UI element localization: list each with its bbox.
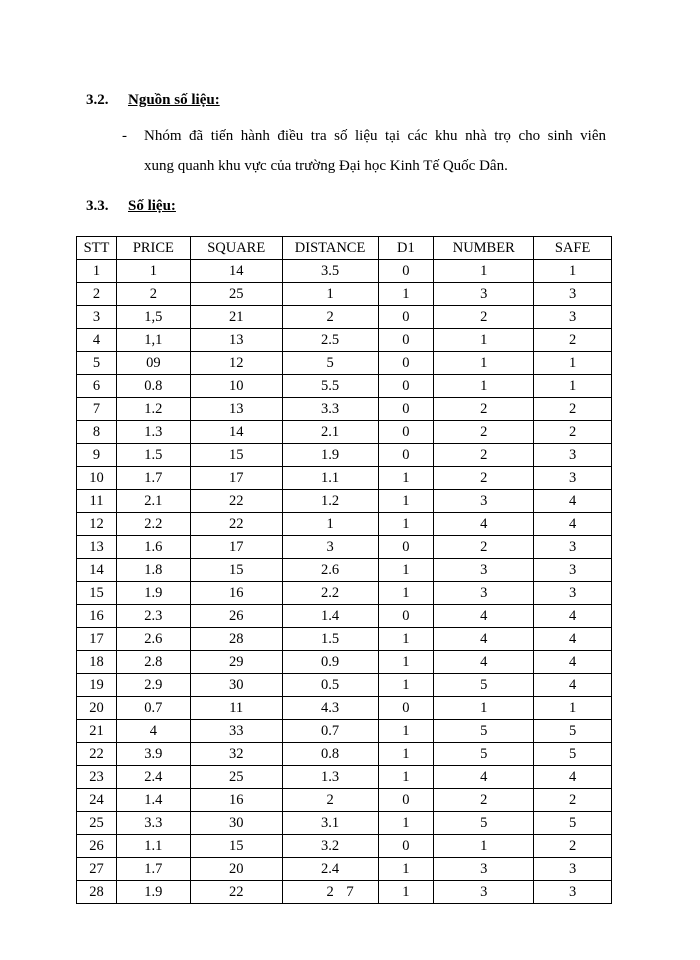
column-header-price: PRICE xyxy=(116,237,190,260)
table-cell-stt: 23 xyxy=(77,766,117,789)
table-cell-number: 3 xyxy=(434,582,534,605)
table-cell-square: 16 xyxy=(190,582,282,605)
table-cell-stt: 5 xyxy=(77,352,117,375)
bullet-text xyxy=(144,121,606,181)
table-cell-price: 2.3 xyxy=(116,605,190,628)
table-cell-square: 30 xyxy=(190,812,282,835)
table-row xyxy=(77,260,612,283)
table-cell-safe: 3 xyxy=(534,536,612,559)
table-cell-price: 1.9 xyxy=(116,881,190,904)
table-row xyxy=(77,582,612,605)
column-header-square: SQUARE xyxy=(190,237,282,260)
table-cell-number: 2 xyxy=(434,789,534,812)
table-cell-distance: 1 xyxy=(282,283,378,306)
table-cell-distance: 0.8 xyxy=(282,743,378,766)
table-cell-distance: 3.2 xyxy=(282,835,378,858)
table-cell-stt: 12 xyxy=(77,513,117,536)
table-cell-price: 1,5 xyxy=(116,306,190,329)
table-cell-number: 3 xyxy=(434,490,534,513)
table-cell-price: 1.3 xyxy=(116,421,190,444)
table-cell-d1: 1 xyxy=(378,881,434,904)
table-cell-distance: 2.5 xyxy=(282,329,378,352)
table-cell-d1: 1 xyxy=(378,467,434,490)
table-cell-distance: 1.4 xyxy=(282,605,378,628)
table-cell-stt: 28 xyxy=(77,881,117,904)
table-cell-d1: 1 xyxy=(378,674,434,697)
table-cell-d1: 1 xyxy=(378,559,434,582)
table-row xyxy=(77,697,612,720)
table-cell-safe: 4 xyxy=(534,490,612,513)
table-cell-d1: 1 xyxy=(378,490,434,513)
table-cell-price: 1.8 xyxy=(116,559,190,582)
table-cell-stt: 24 xyxy=(77,789,117,812)
column-header-number: NUMBER xyxy=(434,237,534,260)
table-cell-safe: 3 xyxy=(534,283,612,306)
table-cell-d1: 0 xyxy=(378,789,434,812)
section-title: Số liệu: xyxy=(128,198,176,214)
table-cell-price: 3.9 xyxy=(116,743,190,766)
table-cell-safe: 3 xyxy=(534,444,612,467)
table-cell-stt: 2 xyxy=(77,283,117,306)
table-row xyxy=(77,812,612,835)
table-row xyxy=(77,789,612,812)
table-row xyxy=(77,329,612,352)
column-header-d1: D1 xyxy=(378,237,434,260)
table-cell-stt: 25 xyxy=(77,812,117,835)
table-cell-distance: 3.3 xyxy=(282,398,378,421)
section-number: 3.3. xyxy=(86,198,109,214)
table-cell-d1: 1 xyxy=(378,858,434,881)
table-cell-square: 15 xyxy=(190,559,282,582)
table-cell-distance: 3.1 xyxy=(282,812,378,835)
table-cell-d1: 0 xyxy=(378,835,434,858)
table-cell-d1: 0 xyxy=(378,375,434,398)
table-cell-safe: 2 xyxy=(534,398,612,421)
page-number: 7 xyxy=(346,884,354,900)
table-cell-d1: 1 xyxy=(378,720,434,743)
table-cell-d1: 0 xyxy=(378,398,434,421)
table-cell-price: 1 xyxy=(116,260,190,283)
table-cell-safe: 4 xyxy=(534,674,612,697)
table-row xyxy=(77,766,612,789)
table-cell-distance: 4.3 xyxy=(282,697,378,720)
table-cell-number: 5 xyxy=(434,674,534,697)
table-cell-d1: 1 xyxy=(378,743,434,766)
table-header-row xyxy=(77,237,612,260)
table-cell-number: 3 xyxy=(434,858,534,881)
table-cell-square: 32 xyxy=(190,743,282,766)
table-row xyxy=(77,858,612,881)
table-cell-distance: 2.1 xyxy=(282,421,378,444)
table-cell-safe: 2 xyxy=(534,835,612,858)
table-cell-number: 3 xyxy=(434,559,534,582)
table-row xyxy=(77,674,612,697)
table-cell-distance: 2.4 xyxy=(282,858,378,881)
table-cell-square: 17 xyxy=(190,467,282,490)
table-cell-safe: 2 xyxy=(534,329,612,352)
table-cell-distance: 1.2 xyxy=(282,490,378,513)
table-row xyxy=(77,605,612,628)
table-cell-distance: 2 xyxy=(282,881,378,904)
table-cell-price: 2 xyxy=(116,283,190,306)
table-cell-safe: 2 xyxy=(534,789,612,812)
table-cell-stt: 6 xyxy=(77,375,117,398)
table-cell-price: 2.9 xyxy=(116,674,190,697)
table-cell-number: 5 xyxy=(434,743,534,766)
table-cell-stt: 15 xyxy=(77,582,117,605)
table-cell-stt: 1 xyxy=(77,260,117,283)
table-cell-safe: 1 xyxy=(534,260,612,283)
table-cell-d1: 1 xyxy=(378,812,434,835)
table-cell-d1: 1 xyxy=(378,766,434,789)
table-cell-d1: 1 xyxy=(378,582,434,605)
table-cell-safe: 4 xyxy=(534,628,612,651)
table-cell-distance: 2 xyxy=(282,306,378,329)
table-cell-safe: 3 xyxy=(534,881,612,904)
table-cell-number: 5 xyxy=(434,720,534,743)
table-cell-distance: 2 xyxy=(282,789,378,812)
table-cell-square: 33 xyxy=(190,720,282,743)
table-cell-d1: 1 xyxy=(378,283,434,306)
table-cell-square: 21 xyxy=(190,306,282,329)
bullet-paragraph xyxy=(122,121,606,181)
table-cell-square: 13 xyxy=(190,398,282,421)
table-cell-number: 4 xyxy=(434,628,534,651)
table-cell-price: 1,1 xyxy=(116,329,190,352)
table-cell-safe: 1 xyxy=(534,697,612,720)
table-row xyxy=(77,651,612,674)
table-cell-distance: 1.3 xyxy=(282,766,378,789)
table-cell-stt: 21 xyxy=(77,720,117,743)
table-cell-stt: 26 xyxy=(77,835,117,858)
table-cell-stt: 27 xyxy=(77,858,117,881)
data-table xyxy=(76,236,612,904)
table-cell-number: 2 xyxy=(434,536,534,559)
table-row xyxy=(77,398,612,421)
table-row xyxy=(77,536,612,559)
table-row xyxy=(77,421,612,444)
table-cell-price: 3.3 xyxy=(116,812,190,835)
table-cell-price: 0.7 xyxy=(116,697,190,720)
table-cell-square: 11 xyxy=(190,697,282,720)
table-body xyxy=(77,260,612,904)
table-cell-number: 2 xyxy=(434,398,534,421)
table-cell-stt: 14 xyxy=(77,559,117,582)
table-cell-d1: 0 xyxy=(378,605,434,628)
table-cell-price: 1.9 xyxy=(116,582,190,605)
table-cell-d1: 1 xyxy=(378,651,434,674)
table-cell-square: 26 xyxy=(190,605,282,628)
table-cell-d1: 0 xyxy=(378,536,434,559)
table-cell-stt: 17 xyxy=(77,628,117,651)
table-row xyxy=(77,835,612,858)
table-cell-number: 4 xyxy=(434,513,534,536)
table-cell-safe: 5 xyxy=(534,720,612,743)
table-cell-price: 1.4 xyxy=(116,789,190,812)
table-cell-safe: 4 xyxy=(534,766,612,789)
bullet-dash: - xyxy=(122,128,127,144)
section-heading-3-2 xyxy=(86,91,220,109)
table-row xyxy=(77,513,612,536)
bullet-line-1: Nhóm đã tiến hành điều tra số liệu tại các khu nhà trọ cho sinh viên xyxy=(144,128,606,144)
table-cell-d1: 0 xyxy=(378,352,434,375)
table-cell-distance: 0.9 xyxy=(282,651,378,674)
table-cell-number: 4 xyxy=(434,605,534,628)
table-cell-stt: 7 xyxy=(77,398,117,421)
table-row xyxy=(77,490,612,513)
table-cell-number: 5 xyxy=(434,812,534,835)
table-cell-square: 22 xyxy=(190,490,282,513)
table-cell-number: 1 xyxy=(434,697,534,720)
table-cell-number: 1 xyxy=(434,352,534,375)
table-cell-number: 3 xyxy=(434,283,534,306)
table-cell-stt: 13 xyxy=(77,536,117,559)
table-cell-safe: 1 xyxy=(534,375,612,398)
table-cell-number: 2 xyxy=(434,467,534,490)
table-cell-distance: 1.9 xyxy=(282,444,378,467)
table-cell-square: 13 xyxy=(190,329,282,352)
table-cell-safe: 3 xyxy=(534,559,612,582)
table-cell-d1: 0 xyxy=(378,421,434,444)
table-cell-number: 1 xyxy=(434,260,534,283)
table-cell-distance: 1.1 xyxy=(282,467,378,490)
table-cell-square: 16 xyxy=(190,789,282,812)
table-cell-stt: 9 xyxy=(77,444,117,467)
table-cell-distance: 2.2 xyxy=(282,582,378,605)
bullet-line-2: xung quanh khu vực của trường Đại học Kinh Tế Quốc Dân. xyxy=(144,158,508,174)
table-cell-stt: 11 xyxy=(77,490,117,513)
table-cell-number: 1 xyxy=(434,375,534,398)
table-cell-stt: 8 xyxy=(77,421,117,444)
table-cell-square: 28 xyxy=(190,628,282,651)
table-cell-square: 15 xyxy=(190,835,282,858)
table-cell-safe: 2 xyxy=(534,421,612,444)
table-cell-d1: 0 xyxy=(378,306,434,329)
table-cell-price: 2.8 xyxy=(116,651,190,674)
table-cell-price: 2.6 xyxy=(116,628,190,651)
table-cell-distance: 5.5 xyxy=(282,375,378,398)
table-cell-square: 20 xyxy=(190,858,282,881)
column-header-stt: STT xyxy=(77,237,117,260)
table-cell-price: 2.2 xyxy=(116,513,190,536)
table-cell-d1: 0 xyxy=(378,697,434,720)
table-cell-stt: 10 xyxy=(77,467,117,490)
table-row xyxy=(77,375,612,398)
table-cell-distance: 1.5 xyxy=(282,628,378,651)
table-cell-number: 1 xyxy=(434,835,534,858)
table-cell-square: 22 xyxy=(190,513,282,536)
table-cell-square: 17 xyxy=(190,536,282,559)
section-title: Nguồn số liệu: xyxy=(128,92,220,108)
table-cell-safe: 5 xyxy=(534,812,612,835)
table-row xyxy=(77,720,612,743)
table-cell-safe: 3 xyxy=(534,306,612,329)
table-cell-d1: 1 xyxy=(378,628,434,651)
table-cell-distance: 1 xyxy=(282,513,378,536)
table-cell-d1: 0 xyxy=(378,260,434,283)
table-cell-number: 1 xyxy=(434,329,534,352)
table-cell-price: 1.1 xyxy=(116,835,190,858)
table-cell-stt: 19 xyxy=(77,674,117,697)
table-cell-number: 3 xyxy=(434,881,534,904)
column-header-safe: SAFE xyxy=(534,237,612,260)
table-cell-safe: 4 xyxy=(534,651,612,674)
table-cell-safe: 4 xyxy=(534,605,612,628)
table-cell-distance: 2.6 xyxy=(282,559,378,582)
table-cell-safe: 5 xyxy=(534,743,612,766)
table-cell-square: 15 xyxy=(190,444,282,467)
table-cell-stt: 3 xyxy=(77,306,117,329)
table-row xyxy=(77,444,612,467)
table-cell-number: 2 xyxy=(434,444,534,467)
table-cell-stt: 18 xyxy=(77,651,117,674)
table-row xyxy=(77,743,612,766)
table-cell-stt: 16 xyxy=(77,605,117,628)
table-cell-price: 0.8 xyxy=(116,375,190,398)
table-row xyxy=(77,559,612,582)
table-cell-square: 29 xyxy=(190,651,282,674)
table-row xyxy=(77,467,612,490)
table-cell-distance: 3 xyxy=(282,536,378,559)
table-cell-d1: 0 xyxy=(378,329,434,352)
table-cell-number: 2 xyxy=(434,306,534,329)
table-cell-square: 12 xyxy=(190,352,282,375)
table-row xyxy=(77,628,612,651)
table-cell-square: 25 xyxy=(190,283,282,306)
table-cell-square: 25 xyxy=(190,766,282,789)
table-cell-price: 1.2 xyxy=(116,398,190,421)
section-heading-3-3 xyxy=(86,197,176,215)
table-cell-safe: 1 xyxy=(534,352,612,375)
table-cell-price: 1.6 xyxy=(116,536,190,559)
table-cell-safe: 4 xyxy=(534,513,612,536)
table-cell-price: 09 xyxy=(116,352,190,375)
table-cell-safe: 3 xyxy=(534,467,612,490)
table-cell-price: 4 xyxy=(116,720,190,743)
table-cell-safe: 3 xyxy=(534,582,612,605)
table-cell-number: 4 xyxy=(434,766,534,789)
table-cell-safe: 3 xyxy=(534,858,612,881)
table-cell-square: 30 xyxy=(190,674,282,697)
table-cell-number: 2 xyxy=(434,421,534,444)
table-cell-square: 10 xyxy=(190,375,282,398)
table-cell-square: 14 xyxy=(190,260,282,283)
table-cell-d1: 1 xyxy=(378,513,434,536)
table-row xyxy=(77,306,612,329)
table-cell-stt: 4 xyxy=(77,329,117,352)
column-header-distance: DISTANCE xyxy=(282,237,378,260)
table-row xyxy=(77,352,612,375)
table-cell-distance: 0.7 xyxy=(282,720,378,743)
table-cell-price: 2.1 xyxy=(116,490,190,513)
section-number: 3.2. xyxy=(86,92,109,108)
table-cell-number: 4 xyxy=(434,651,534,674)
table-cell-distance: 5 xyxy=(282,352,378,375)
table-row xyxy=(77,283,612,306)
table-cell-stt: 22 xyxy=(77,743,117,766)
table-cell-distance: 0.5 xyxy=(282,674,378,697)
table-cell-distance: 3.5 xyxy=(282,260,378,283)
table-cell-price: 1.5 xyxy=(116,444,190,467)
table-cell-price: 2.4 xyxy=(116,766,190,789)
table-cell-price: 1.7 xyxy=(116,858,190,881)
table-cell-stt: 20 xyxy=(77,697,117,720)
table-cell-price: 1.7 xyxy=(116,467,190,490)
table-cell-square: 14 xyxy=(190,421,282,444)
table-cell-square: 22 xyxy=(190,881,282,904)
table-cell-d1: 0 xyxy=(378,444,434,467)
